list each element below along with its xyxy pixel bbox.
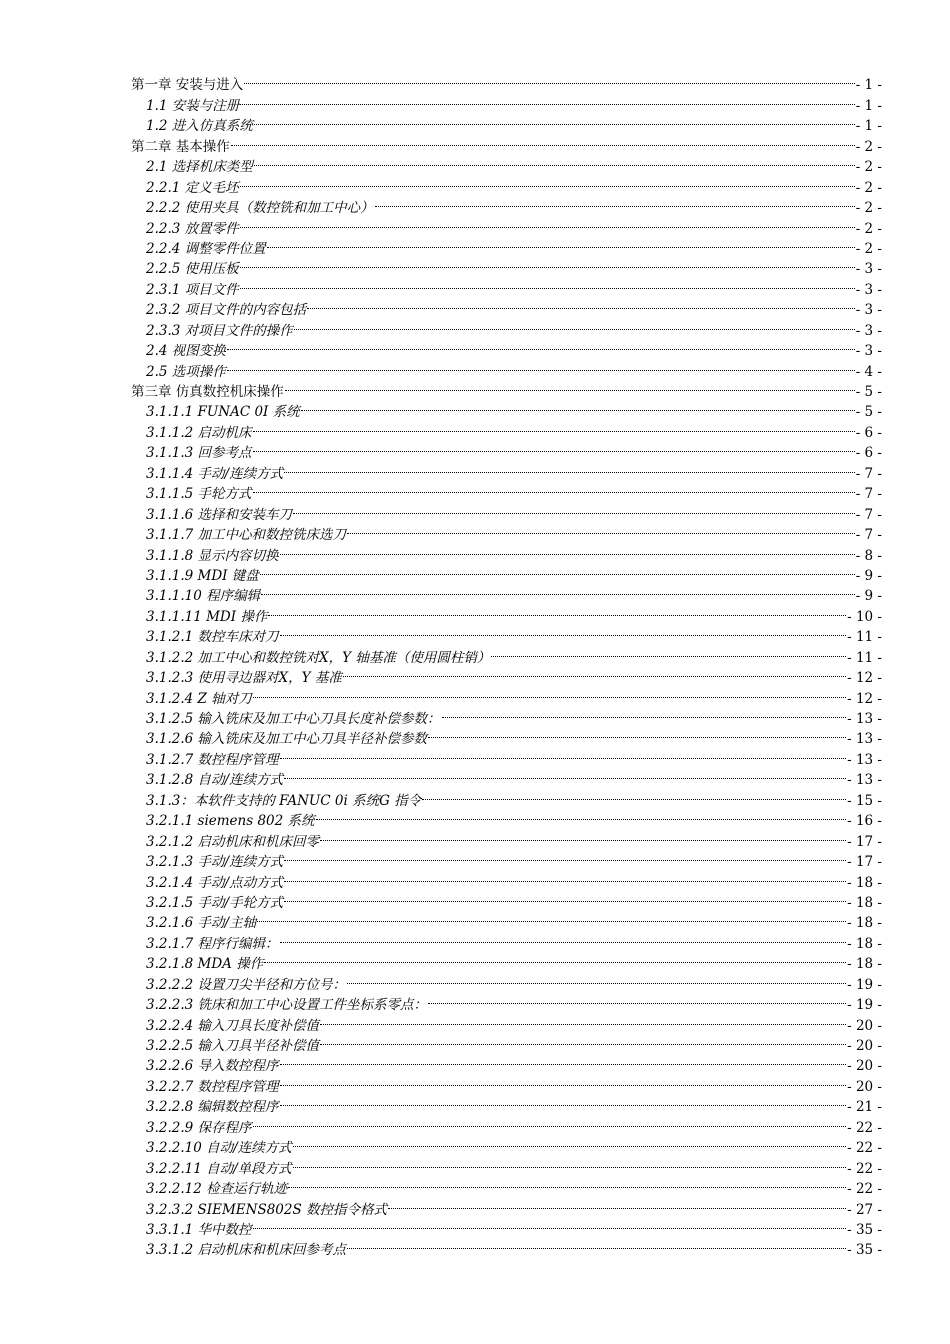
toc-entry-page: - 19 - [847,997,882,1014]
toc-entry-page: - 13 - [847,772,882,789]
toc-entry-title: 第三章 仿真数控机床操作 [131,384,284,400]
toc-entry-title: 2.2.5 使用压板 [146,261,239,278]
toc-entry-page: - 2 - [855,159,882,176]
toc-entry-title: 3.2.2.7 数控程序管理 [146,1078,279,1095]
toc-dot-leader [284,846,846,866]
toc-entry-title: 3.1.1.8 显示内容切换 [146,547,279,564]
toc-entry-page: - 9 - [855,567,882,584]
toc-entry-title: 3.1.1.1 FUNAC 0I 系统 [146,404,300,421]
toc-entry-title: 3.1.1.7 加工中心和数控铣床选刀 [146,527,347,544]
toc-entry[interactable] [131,212,882,237]
toc-entry-title: 3.1.1.3 回参考点 [146,445,252,462]
toc-entry-title: 3.1.2.5 输入铣床及加工中心刀具长度补偿参数： [146,711,441,727]
toc-entry-page: - 7 - [855,465,882,482]
toc-entry-page: - 1 - [855,97,882,114]
toc-dot-leader [347,519,855,539]
toc-entry-page: - 15 - [847,792,882,809]
toc-entry[interactable] [131,376,882,400]
toc-entry-title: 3.1.2.7 数控程序管理 [146,751,279,768]
toc-entry[interactable] [131,273,882,298]
toc-entry-title: 3.2.2.8 编辑数控程序 [146,1099,279,1116]
toc-entry-page: - 4 - [855,363,882,380]
toc-dot-leader [284,866,846,886]
toc-entry-page: - 5 - [855,384,882,400]
toc-dot-leader [316,805,847,825]
toc-entry-page: - 22 - [847,1140,882,1157]
toc-entry-page: - 18 - [847,915,882,932]
toc-entry[interactable] [131,253,882,278]
toc-entry-title: 2.1 选择机床类型 [146,159,253,176]
toc-dot-leader [253,1111,847,1131]
toc-dot-leader [253,416,855,436]
toc-entry-page: - 12 - [847,670,882,687]
toc-dot-leader [280,621,847,641]
toc-entry-page: - 12 - [847,690,882,707]
toc-entry-title: 3.1.2.3 使用寻边器对X，Y 基准 [146,670,342,687]
toc-entry-title: 1.1 安装与注册 [146,97,240,114]
toc-dot-leader [253,478,855,498]
toc-entry-title: 3.2.1.8 MDA 操作 [146,956,264,973]
toc-entry-title: 3.1.2.2 加工中心和数控铣对X，Y 轴基准（使用圆柱销） [146,649,491,666]
toc-entry-page: - 11 - [847,649,882,666]
toc-dot-leader [261,580,855,600]
toc-entry-page: - 2 - [855,179,882,196]
toc-entry-page: - 7 - [855,506,882,523]
toc-dot-leader [240,212,855,232]
toc-dot-leader [375,192,855,212]
toc-entry-page: - 19 - [847,976,882,993]
toc-dot-leader [227,355,855,375]
toc-entry-title: 3.1.3：本软件支持的 FANUC 0i 系统G 指令 [146,792,422,809]
toc-entry-title: 2.3.1 项目文件 [146,281,239,298]
toc-entry-page: - 22 - [847,1160,882,1177]
toc-entry-page: - 16 - [847,813,882,830]
toc-dot-leader [240,171,855,191]
toc-entry-page: - 17 - [847,833,882,850]
toc-entry-title: 3.2.1.6 手动/主轴 [146,915,257,932]
toc-entry-page: - 2 - [855,220,882,237]
toc-entry-page: - 13 - [847,731,882,748]
toc-dot-leader [240,253,855,273]
toc-dot-leader [253,682,846,702]
toc-entry-title: 3.2.2.11 自动/单段方式 [146,1160,292,1177]
toc-entry-page: - 18 - [847,894,882,911]
toc-entry-page: - 2 - [855,138,882,155]
toc-entry[interactable] [131,89,882,114]
toc-entry[interactable] [131,294,882,319]
toc-entry-page: - 5 - [855,404,882,421]
toc-entry-page: - 3 - [855,281,882,298]
toc-dot-leader [293,1152,846,1172]
toc-dot-leader [320,1030,846,1050]
toc-dot-leader [267,233,855,253]
toc-entry-page: - 20 - [847,1038,882,1054]
toc-entry-page: - 11 - [847,629,882,646]
toc-entry-title: 3.2.1.5 手动/手轮方式 [146,894,284,911]
toc-entry-title: 第二章 基本操作 [131,138,230,155]
toc-entry-title: 2.2.4 调整零件位置 [146,240,266,257]
toc-dot-leader [280,743,847,763]
toc-entry-page: - 2 - [855,200,882,217]
toc-entry-title: 1.2 进入仿真系统 [146,118,253,135]
toc-dot-leader [307,294,855,314]
toc-entry-title: 2.3.2 项目文件的内容包括 [146,302,307,319]
toc-dot-leader [320,1009,846,1029]
toc-entry-page: - 6 - [855,445,882,462]
toc-entry-title: 3.2.1.4 手动/点动方式 [146,874,284,891]
toc-entry-page: - 1 - [855,118,882,135]
toc-entry[interactable] [131,151,882,176]
toc-entry-title: 3.3.1.2 启动机床和机床回参考点 [146,1242,347,1259]
toc-dot-leader [288,1173,846,1193]
toc-dot-leader [280,1070,847,1090]
toc-entry-title: 3.2.2.3 铣床和加工中心设置工件坐标系零点： [146,997,428,1014]
toc-entry-page: - 22 - [847,1119,882,1136]
toc-dot-leader [285,376,855,396]
toc-dot-leader [343,662,846,682]
toc-entry-page: - 13 - [847,751,882,768]
toc-dot-leader [294,314,855,334]
toc-entry-title: 3.1.1.4 手动/连续方式 [146,465,284,482]
toc-dot-leader [260,560,855,580]
toc-entry-title: 第一章 安装与进入 [131,77,244,94]
toc-entry-page: - 7 - [855,486,882,503]
toc-dot-leader [264,948,846,968]
toc-entry[interactable] [131,233,882,257]
toc-entry-page: - 18 - [847,874,882,891]
toc-entry-title: 3.1.2.6 输入铣床及加工中心刀具半径补偿参数 [146,731,428,748]
toc-dot-leader [257,907,846,927]
toc-dot-leader [320,825,846,845]
toc-entry-title: 3.2.2.4 输入刀具长度补偿值 [146,1017,320,1034]
toc-entry-page: - 1 - [855,77,882,94]
toc-entry-title: 3.2.2.2 设置刀尖半径和方位号： [146,976,347,993]
toc-entry[interactable] [131,192,882,217]
toc-dot-leader [240,273,855,293]
toc-entry-title: 3.2.1.1 siemens 802 系统 [146,813,315,830]
toc-dot-leader [422,784,846,804]
toc-entry-title: 2.2.1 定义毛坯 [146,179,239,196]
toc-dot-leader [280,927,847,947]
toc-entry-title: 3.1.1.6 选择和安装车刀 [146,506,293,523]
toc-entry-page: - 6 - [855,424,882,441]
toc-entry-page: - 13 - [847,711,882,727]
toc-entry-page: - 8 - [855,547,882,564]
toc-entry-page: - 17 - [847,854,882,871]
toc-entry-page: - 21 - [847,1099,882,1116]
toc-entry-page: - 3 - [855,261,882,278]
toc-entry-title: 3.2.2.5 输入刀具半径补偿值 [146,1038,320,1054]
toc-entry-title: 3.1.2.4 Z 轴对刀 [146,690,252,707]
toc-entry[interactable] [131,130,882,155]
toc-dot-leader [293,498,855,518]
toc-entry-title: 3.2.2.6 导入数控程序 [146,1058,279,1075]
toc-dot-leader [442,703,847,723]
toc-dot-leader [240,89,854,109]
toc-entry-title: 2.2.3 放置零件 [146,220,239,237]
toc-entry-title: 2.4 视图变换 [146,343,226,360]
toc-dot-leader [253,1214,847,1234]
table-of-contents [131,69,882,1259]
toc-entry-title: 3.2.2.12 检查运行轨迹 [146,1181,288,1198]
toc-entry-title: 3.2.2.10 自动/连续方式 [146,1140,292,1157]
toc-entry-title: 3.1.1.10 程序编辑 [146,588,261,605]
toc-entry-title: 3.2.2.9 保存程序 [146,1119,252,1136]
toc-dot-leader [388,1193,846,1213]
toc-entry-page: - 27 - [847,1201,882,1218]
toc-entry-title: 3.1.2.1 数控车床对刀 [146,629,279,646]
toc-entry-title: 3.1.1.2 启动机床 [146,424,252,441]
toc-entry-page: - 20 - [847,1058,882,1075]
toc-dot-leader [280,1050,847,1070]
toc-dot-leader [428,989,846,1009]
toc-entry[interactable] [131,171,882,196]
toc-dot-leader [227,335,855,355]
toc-dot-leader [293,1132,846,1152]
toc-entry-title: 3.1.1.11 MDI 操作 [146,608,268,625]
toc-entry[interactable] [131,110,882,135]
toc-entry[interactable] [131,69,882,94]
toc-entry[interactable] [131,355,882,380]
toc-dot-leader [244,69,854,89]
toc-entry-title: 3.1.1.5 手轮方式 [146,486,252,503]
toc-dot-leader [253,437,855,457]
toc-entry-page: - 35 - [847,1242,882,1259]
toc-entry-title: 3.2.3.2 SIEMENS802S 数控指令格式 [146,1201,388,1218]
toc-entry-title: 3.1.1.9 MDI 键盘 [146,567,259,584]
toc-entry-page: - 3 - [855,302,882,319]
toc-entry-title: 2.2.2 使用夹具（数控铣和加工中心） [146,200,374,217]
toc-dot-leader [284,887,846,907]
toc-entry-title: 2.5 选项操作 [146,363,226,380]
toc-entry-page: - 20 - [847,1078,882,1095]
toc-dot-leader [280,1091,847,1111]
toc-entry-page: - 22 - [847,1181,882,1198]
toc-dot-leader [280,539,855,559]
toc-entry-page: - 10 - [847,608,882,625]
toc-entry-page: - 20 - [847,1017,882,1034]
toc-entry-page: - 35 - [847,1221,882,1238]
toc-entry[interactable] [131,335,882,360]
toc-entry-title: 3.2.1.3 手动/连续方式 [146,854,284,871]
toc-entry-page: - 9 - [855,588,882,605]
toc-entry-page: - 7 - [855,527,882,544]
toc-dot-leader [428,723,846,743]
toc-dot-leader [254,110,855,130]
toc-entry-title: 3.2.1.2 启动机床和机床回零 [146,833,320,850]
toc-entry-page: - 3 - [855,322,882,339]
toc-dot-leader [231,130,855,150]
toc-dot-leader [347,1234,846,1254]
toc-dot-leader [491,641,846,661]
toc-entry-page: - 2 - [855,240,882,257]
toc-entry-title: 3.2.1.7 程序行编辑： [146,935,279,952]
toc-dot-leader [284,457,855,477]
toc-dot-leader [301,396,855,416]
toc-dot-leader [347,968,846,988]
toc-dot-leader [254,151,855,171]
toc-entry-page: - 18 - [847,935,882,952]
toc-dot-leader [268,600,846,620]
toc-entry-page: - 18 - [847,956,882,973]
toc-entry-title: 3.1.2.8 自动/连续方式 [146,772,284,789]
toc-entry-title: 2.3.3 对项目文件的操作 [146,322,293,339]
toc-entry-page: - 3 - [855,343,882,360]
toc-entry-title: 3.3.1.1 华中数控 [146,1221,252,1238]
toc-dot-leader [284,764,846,784]
